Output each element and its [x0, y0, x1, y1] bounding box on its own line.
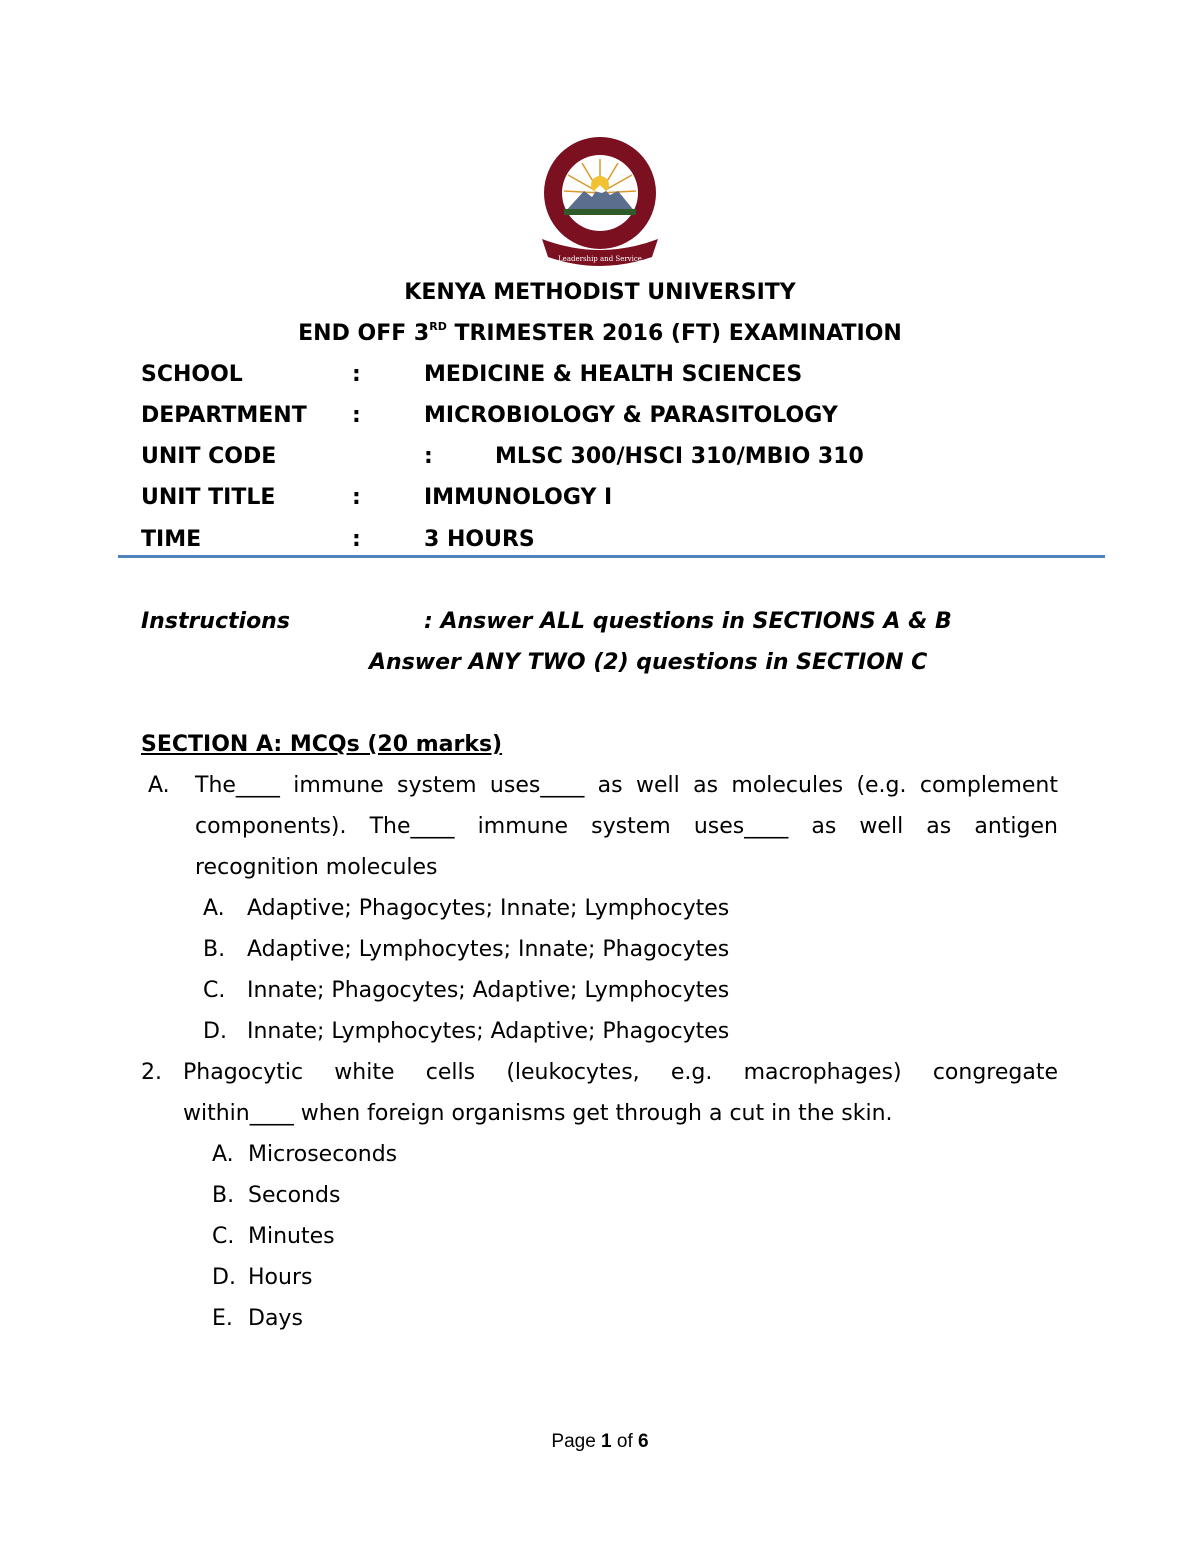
- exam-title-prefix: END OFF 3: [298, 321, 430, 346]
- footer-page-number: 1: [601, 1431, 612, 1452]
- detail-value-unit-title: IMMUNOLOGY I: [424, 485, 613, 510]
- detail-value-department: MICROBIOLOGY & PARASITOLOGY: [424, 403, 838, 428]
- option-letter: E.: [212, 1306, 233, 1331]
- section-a-heading: SECTION A: MCQs (20 marks): [141, 732, 503, 757]
- detail-colon: :: [352, 485, 361, 510]
- footer-page-total: 6: [638, 1431, 649, 1452]
- option-letter: C.: [212, 1224, 235, 1249]
- instructions-label: Instructions: [141, 609, 290, 634]
- footer-of-word: of: [611, 1431, 639, 1452]
- detail-colon: :: [352, 403, 361, 428]
- option-text: Seconds: [248, 1183, 341, 1208]
- exam-title: [0, 321, 1200, 347]
- seal-icon: [540, 135, 660, 270]
- option-letter: A.: [212, 1142, 234, 1167]
- question-number: 2.: [141, 1060, 162, 1085]
- detail-value-school: MEDICINE & HEALTH SCIENCES: [424, 362, 803, 387]
- instructions-line1: : Answer ALL questions in SECTIONS A & B: [424, 609, 952, 634]
- question-text: within____ when foreign organisms get through a cut in the skin.: [183, 1101, 893, 1126]
- option-text: Adaptive; Phagocytes; Innate; Lymphocytes: [247, 896, 730, 921]
- option-letter: A.: [203, 896, 225, 921]
- detail-label-school: SCHOOL: [141, 362, 243, 387]
- option-letter: D.: [212, 1265, 236, 1290]
- option-text: Innate; Lymphocytes; Adaptive; Phagocytes: [247, 1019, 730, 1044]
- detail-colon: :: [352, 527, 361, 552]
- instructions-line2: Answer ANY TWO (2) questions in SECTION C: [369, 650, 928, 675]
- detail-colon: :: [352, 362, 361, 387]
- footer-page-word: Page: [551, 1431, 602, 1452]
- university-logo: [540, 135, 660, 270]
- question-text: Phagocytic white cells (leukocytes, e.g. macrophages) congregate: [183, 1060, 1058, 1085]
- option-letter: C.: [203, 978, 226, 1003]
- page-footer: [0, 1431, 1200, 1453]
- exam-title-sup: RD: [429, 320, 447, 333]
- detail-label-unit-code: UNIT CODE: [141, 444, 277, 469]
- option-text: Innate; Phagocytes; Adaptive; Lymphocytes: [247, 978, 730, 1003]
- detail-label-department: DEPARTMENT: [141, 403, 307, 428]
- detail-colon: :: [424, 444, 433, 469]
- header-divider: [118, 555, 1105, 558]
- detail-value-time: 3 HOURS: [424, 527, 535, 552]
- svg-text:Leadership and Service: Leadership and Service: [558, 255, 642, 263]
- question-text: The____ immune system uses____ as well as molecules (e.g. complement: [195, 773, 1058, 798]
- question-text: components). The____ immune system uses____ as well as antigen: [195, 814, 1058, 839]
- detail-label-time: TIME: [141, 527, 202, 552]
- option-text: Hours: [248, 1265, 313, 1290]
- option-text: Minutes: [248, 1224, 335, 1249]
- question-text: recognition molecules: [195, 855, 438, 880]
- detail-value-unit-code: MLSC 300/HSCI 310/MBIO 310: [495, 444, 864, 469]
- exam-title-suffix: TRIMESTER 2016 (FT) EXAMINATION: [446, 321, 902, 346]
- question-number: A.: [148, 773, 170, 798]
- detail-label-unit-title: UNIT TITLE: [141, 485, 276, 510]
- option-letter: B.: [203, 937, 226, 962]
- option-letter: B.: [212, 1183, 235, 1208]
- option-text: Days: [248, 1306, 303, 1331]
- university-name: KENYA METHODIST UNIVERSITY: [404, 280, 796, 305]
- option-letter: D.: [203, 1019, 227, 1044]
- option-text: Microseconds: [248, 1142, 398, 1167]
- option-text: Adaptive; Lymphocytes; Innate; Phagocytes: [247, 937, 730, 962]
